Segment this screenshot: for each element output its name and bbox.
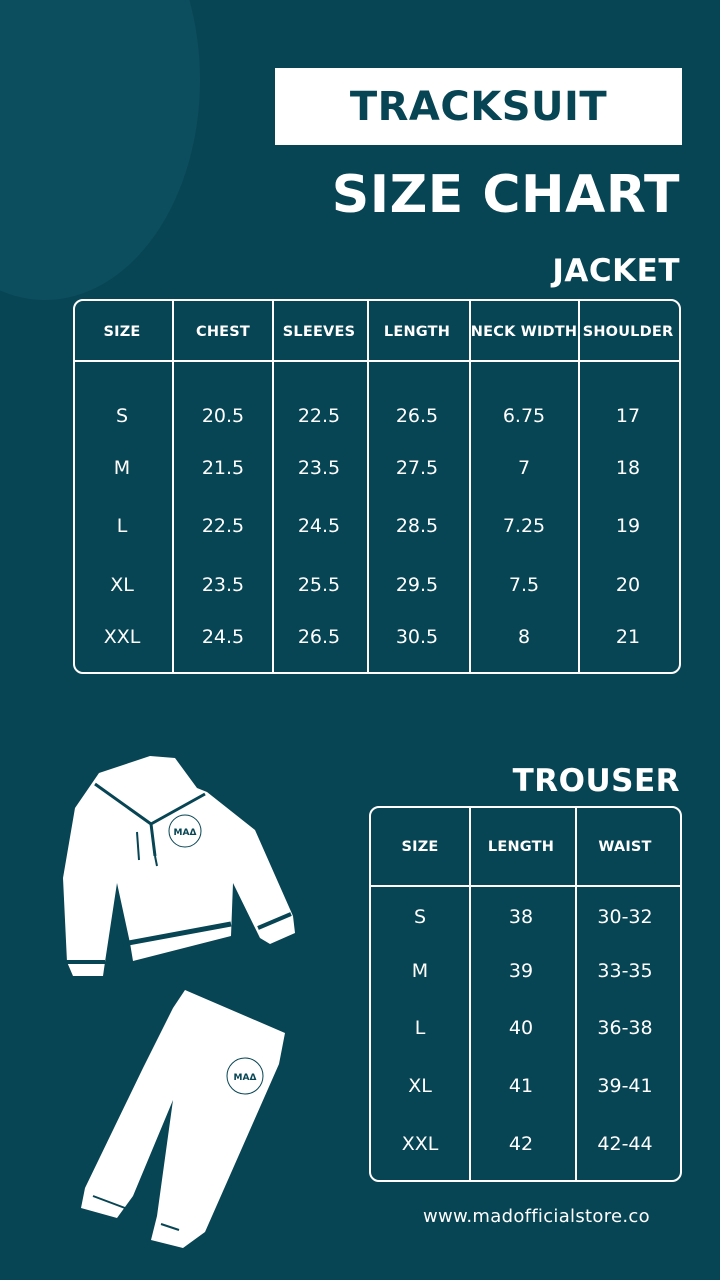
table-cell: 29.5 bbox=[395, 574, 439, 596]
column-header: LENGTH bbox=[487, 839, 555, 855]
table-cell: 7 bbox=[517, 457, 531, 479]
column-divider bbox=[575, 808, 577, 1180]
column-header: SIZE bbox=[401, 839, 439, 855]
table-cell: 21.5 bbox=[201, 457, 245, 479]
column-divider bbox=[172, 301, 174, 672]
column-divider bbox=[367, 301, 369, 672]
website-link[interactable]: www.madofficialstore.co bbox=[423, 1206, 650, 1227]
table-header-divider bbox=[371, 885, 680, 887]
table-cell: 6.75 bbox=[502, 405, 546, 427]
column-header: LENGTH bbox=[383, 324, 451, 340]
table-cell: 23.5 bbox=[297, 457, 341, 479]
table-cell: 25.5 bbox=[297, 574, 341, 596]
trouser-size-table bbox=[369, 806, 682, 1182]
hoodie-icon bbox=[63, 756, 295, 976]
table-cell: 20 bbox=[615, 574, 641, 596]
column-divider bbox=[272, 301, 274, 672]
column-header: CHEST bbox=[195, 324, 251, 340]
table-cell: 23.5 bbox=[201, 574, 245, 596]
table-cell: 36-38 bbox=[597, 1017, 653, 1039]
table-cell: 20.5 bbox=[201, 405, 245, 427]
table-cell: 22.5 bbox=[297, 405, 341, 427]
table-cell: 26.5 bbox=[297, 626, 341, 648]
table-cell: 26.5 bbox=[395, 405, 439, 427]
table-cell: 21 bbox=[615, 626, 641, 648]
table-cell: 28.5 bbox=[395, 515, 439, 537]
jacket-size-table bbox=[73, 299, 681, 674]
size-label: XXL bbox=[103, 626, 141, 648]
table-cell: 39 bbox=[508, 960, 534, 982]
table-cell: 30-32 bbox=[597, 906, 653, 928]
size-label: L bbox=[116, 515, 128, 537]
column-header: SHOULDER bbox=[582, 324, 674, 340]
table-cell: 18 bbox=[615, 457, 641, 479]
table-cell: 42-44 bbox=[597, 1133, 653, 1155]
size-label: S bbox=[115, 405, 129, 427]
table-cell: 33-35 bbox=[597, 960, 653, 982]
table-cell: 30.5 bbox=[395, 626, 439, 648]
table-header-divider bbox=[75, 360, 679, 362]
page-subtitle: SIZE CHART bbox=[331, 165, 680, 225]
trousers-logo-text: MAΔ bbox=[233, 1073, 257, 1083]
column-header: SIZE bbox=[103, 324, 141, 340]
table-cell: 17 bbox=[615, 405, 641, 427]
trousers-icon bbox=[81, 990, 285, 1248]
column-divider bbox=[469, 808, 471, 1180]
size-label: S bbox=[413, 906, 427, 928]
jacket-section-title: JACKET bbox=[552, 253, 680, 289]
column-header: WAIST bbox=[598, 839, 652, 855]
table-cell: 27.5 bbox=[395, 457, 439, 479]
size-label: XXL bbox=[401, 1133, 439, 1155]
tracksuit-illustration bbox=[55, 748, 305, 1258]
hoodie-logo-text: MAΔ bbox=[173, 828, 197, 838]
table-cell: 41 bbox=[508, 1075, 534, 1097]
column-header: SLEEVES bbox=[282, 324, 356, 340]
column-divider bbox=[469, 301, 471, 672]
size-label: M bbox=[411, 960, 429, 982]
background-circle bbox=[0, 0, 200, 300]
product-title: TRACKSUIT bbox=[349, 83, 608, 130]
column-divider bbox=[578, 301, 580, 672]
trouser-section-title: TROUSER bbox=[512, 763, 680, 799]
size-label: L bbox=[414, 1017, 426, 1039]
table-cell: 24.5 bbox=[297, 515, 341, 537]
table-cell: 22.5 bbox=[201, 515, 245, 537]
table-cell: 42 bbox=[508, 1133, 534, 1155]
table-cell: 38 bbox=[508, 906, 534, 928]
table-cell: 7.5 bbox=[508, 574, 540, 596]
column-header: NECK WIDTH bbox=[470, 324, 578, 340]
table-cell: 39-41 bbox=[597, 1075, 653, 1097]
size-label: XL bbox=[408, 1075, 432, 1097]
table-cell: 19 bbox=[615, 515, 641, 537]
table-cell: 40 bbox=[508, 1017, 534, 1039]
size-label: XL bbox=[110, 574, 134, 596]
size-label: M bbox=[113, 457, 131, 479]
table-cell: 7.25 bbox=[502, 515, 546, 537]
table-cell: 24.5 bbox=[201, 626, 245, 648]
title-banner bbox=[275, 68, 682, 145]
table-cell: 8 bbox=[517, 626, 531, 648]
